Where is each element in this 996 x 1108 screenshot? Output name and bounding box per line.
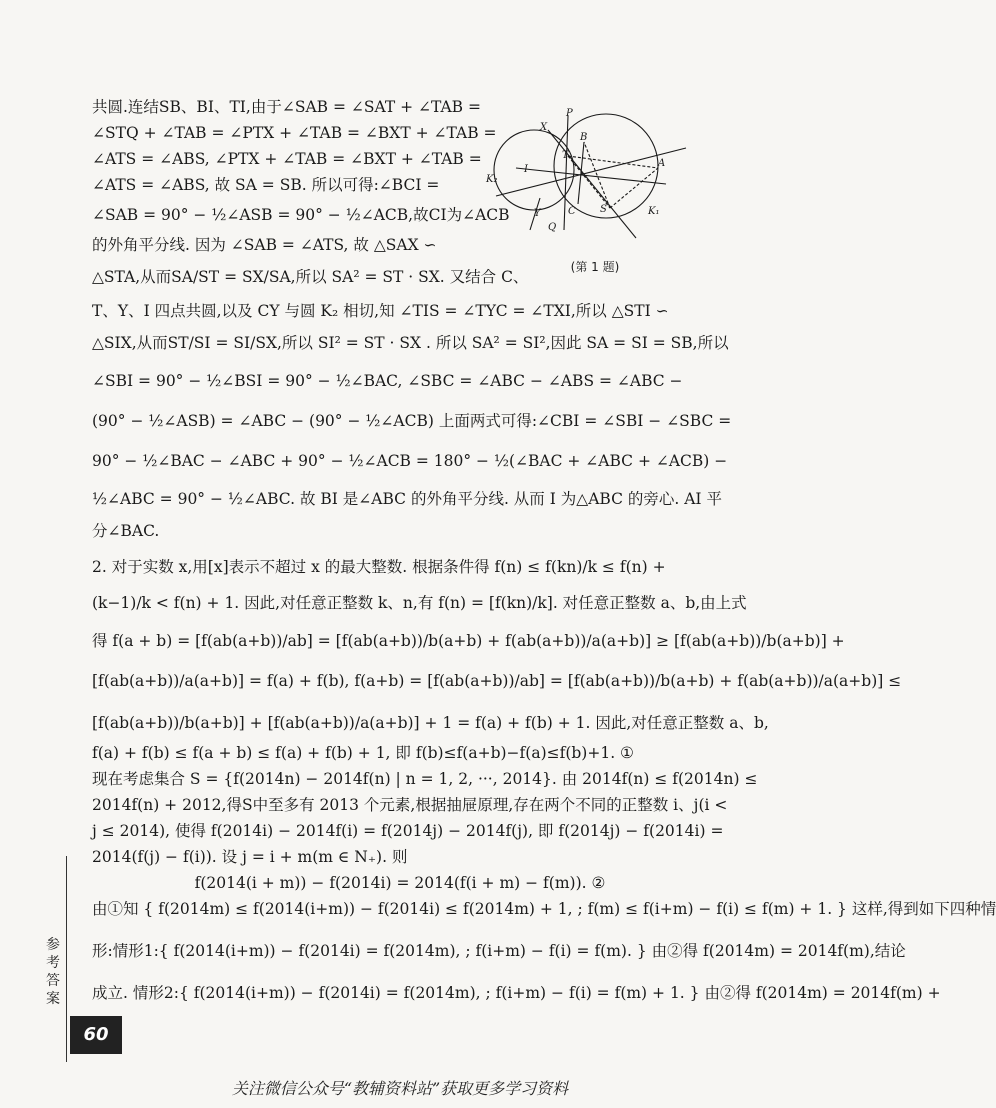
text-line: T、Y、I 四点共圆,以及 CY 与圆 K₂ 相切,知 ∠TIS = ∠TYC = ∠TXI,所以 △STI ∽	[92, 302, 669, 320]
text-line: 分∠BAC.	[92, 522, 160, 540]
figure-caption: (第 1 题)	[570, 260, 620, 274]
text-line: 共圆.连结SB、BI、TI,由于∠SAB = ∠SAT + ∠TAB =	[92, 98, 481, 116]
label-c: C	[568, 206, 576, 217]
text-line: (k−1)/k < f(n) + 1. 因此,对任意正整数 k、n,有 f(n) = [f(kn)/k]. 对任意正整数 a、b,由上式	[92, 594, 747, 612]
label-i: I	[524, 164, 528, 175]
page-number: 60	[70, 1016, 122, 1054]
text-line: 现在考虑集合 S = {f(2014n) − 2014f(n) | n = 1, 2, ···, 2014}. 由 2014f(n) ≤ f(2014n) ≤	[92, 770, 758, 788]
label-y: Y	[534, 208, 541, 219]
text-line: △STA,从而SA/ST = SX/SA,所以 SA² = ST · SX. 又结合 C、	[92, 268, 529, 286]
text-line: 90° − ½∠BAC − ∠ABC + 90° − ½∠ACB = 180° − ½(∠BAC + ∠ABC + ∠ACB) −	[92, 452, 728, 470]
line-sa	[610, 168, 658, 208]
text-line: 形:情形1:{ f(2014(i+m)) − f(2014i) = f(2014m), ; f(i+m) − f(i) = f(m). } 由②得 f(2014m) = 2014f(m),结论	[92, 942, 906, 960]
geometry-figure	[486, 108, 708, 250]
text-line: 2014f(n) + 2012,得S中至多有 2013 个元素,根据抽屉原理,存在两个不同的正整数 i、j(i <	[92, 796, 728, 814]
text-line: f(a) + f(b) ≤ f(a + b) ≤ f(a) + f(b) + 1, 即 f(b)≤f(a+b)−f(a)≤f(b)+1. ①	[92, 744, 634, 762]
text-line: f(2014(i + m)) − f(2014i) = 2014(f(i + m) − f(m)). ②	[194, 874, 606, 892]
text-line: ∠ATS = ∠ABS, ∠PTX + ∠TAB = ∠BXT + ∠TAB =	[92, 150, 482, 168]
label-p: P	[566, 108, 573, 119]
text-line: 成立. 情形2:{ f(2014(i+m)) − f(2014i) = f(2014m), ; f(i+m) − f(i) = f(m) + 1. } 由②得 f(2014m) = 2014f(m) +	[92, 984, 941, 1002]
text-line: 由①知 { f(2014m) ≤ f(2014(i+m)) − f(2014i) ≤ f(2014m) + 1, ; f(m) ≤ f(i+m) − f(i) ≤ f(m) + 1. } 这样,得到如下四种情	[92, 900, 996, 918]
line-sb	[584, 142, 610, 208]
text-line: ∠STQ + ∠TAB = ∠PTX + ∠TAB = ∠BXT + ∠TAB =	[92, 124, 497, 142]
label-s: S	[600, 204, 607, 215]
sidebar-label: 参考答案	[46, 937, 60, 1007]
label-k1: K₁	[648, 206, 660, 217]
text-line: [f(ab(a+b))/a(a+b)] = f(a) + f(b), f(a+b) = [f(ab(a+b))/ab] = [f(ab(a+b))/b(a+b) + f(ab(a+b))/a(a+b)] ≤	[92, 672, 902, 690]
line-ia	[516, 168, 666, 184]
text-line: j ≤ 2014), 使得 f(2014i) − 2014f(i) = f(2014j) − 2014f(j), 即 f(2014j) − f(2014i) =	[92, 822, 724, 840]
text-line: ½∠ABC = 90° − ½∠ABC. 故 BI 是∠ABC 的外角平分线. 从而 I 为△ABC 的旁心. AI 平	[92, 490, 722, 508]
text-line: [f(ab(a+b))/b(a+b)] + [f(ab(a+b))/a(a+b)] + 1 = f(a) + f(b) + 1. 因此,对任意正整数 a、b,	[92, 714, 769, 732]
label-b: B	[580, 132, 588, 143]
label-t: T	[562, 150, 569, 161]
text-line: 的外角平分线. 因为 ∠SAB = ∠ATS, 故 △SAX ∽	[92, 236, 437, 254]
label-x: X	[540, 122, 548, 133]
label-k2: K₂	[486, 174, 498, 185]
text-line: (90° − ½∠ASB) = ∠ABC − (90° − ½∠ACB) 上面两式可得:∠CBI = ∠SBI − ∠SBC =	[92, 412, 732, 430]
text-line: ∠SBI = 90° − ½∠BSI = 90° − ½∠BAC, ∠SBC = ∠ABC − ∠ABS = ∠ABC −	[92, 372, 683, 390]
label-q: Q	[548, 222, 557, 233]
line-ts	[568, 156, 610, 208]
footer-note: 关注微信公众号“教辅资料站”获取更多学习资料	[231, 1079, 569, 1098]
text-line: 2. 对于实数 x,用[x]表示不超过 x 的最大整数. 根据条件得 f(n) ≤ f(kn)/k ≤ f(n) +	[92, 558, 666, 576]
label-a: A	[658, 158, 666, 169]
line-xs	[548, 130, 636, 238]
text-line: ∠SAB = 90° − ½∠ASB = 90° − ½∠ACB,故CI为∠ACB	[92, 206, 510, 224]
text-line: ∠ATS = ∠ABS, 故 SA = SB. 所以可得:∠BCI =	[92, 176, 440, 194]
text-line: △SIX,从而ST/SI = SI/SX,所以 SI² = ST · SX . 所以 SA² = SI²,因此 SA = SI = SB,所以	[92, 334, 729, 352]
text-line: 2014(f(j) − f(i)). 设 j = i + m(m ∈ N₊). 则	[92, 848, 408, 866]
text-line: 得 f(a + b) = [f(ab(a+b))/ab] = [f(ab(a+b))/b(a+b) + f(ab(a+b))/a(a+b)] ≥ [f(ab(a+b))/b(a+b)] +	[92, 632, 845, 650]
